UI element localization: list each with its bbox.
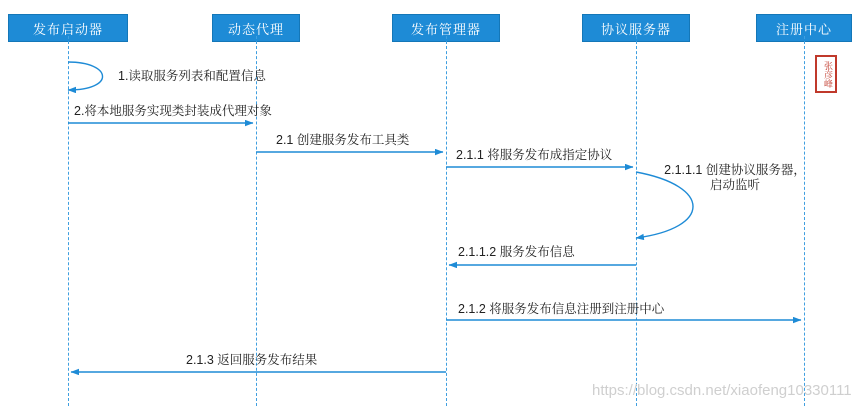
message-label-2-1: 2.1 创建服务发布工具类 — [276, 133, 410, 147]
message-label-2-1-1-2: 2.1.1.2 服务发布信息 — [458, 245, 575, 259]
message-label-2-1-1: 2.1.1 将服务发布成指定协议 — [456, 148, 613, 162]
actor-label: 发布管理器 — [410, 21, 481, 37]
watermark-text: https://blog.csdn.net/xiaofeng10330111 — [592, 382, 852, 399]
message-label-1: 1.读取服务列表和配置信息 — [118, 69, 266, 83]
lifeline-protocol-server — [636, 36, 637, 406]
message-label-2-1-3: 2.1.3 返回服务发布结果 — [186, 353, 318, 367]
lifeline-publish-starter — [68, 36, 69, 406]
lifeline-dynamic-proxy — [256, 36, 257, 406]
actor-label: 注册中心 — [775, 21, 832, 37]
lifeline-publish-manager — [446, 36, 447, 406]
message-label-2-1-1-1: 2.1.1.1 创建协议服务器，启动监听 — [664, 163, 806, 192]
actor-label: 协议服务器 — [600, 21, 671, 37]
lifeline-registry-center — [804, 36, 805, 406]
message-label-2: 2.将本地服务实现类封装成代理对象 — [74, 104, 272, 118]
actor-label: 发布启动器 — [32, 21, 103, 37]
author-seal-stamp: 张彦峰 — [815, 55, 837, 93]
actor-label: 动态代理 — [227, 21, 284, 37]
message-label-2-1-2: 2.1.2 将服务发布信息注册到注册中心 — [458, 302, 665, 316]
